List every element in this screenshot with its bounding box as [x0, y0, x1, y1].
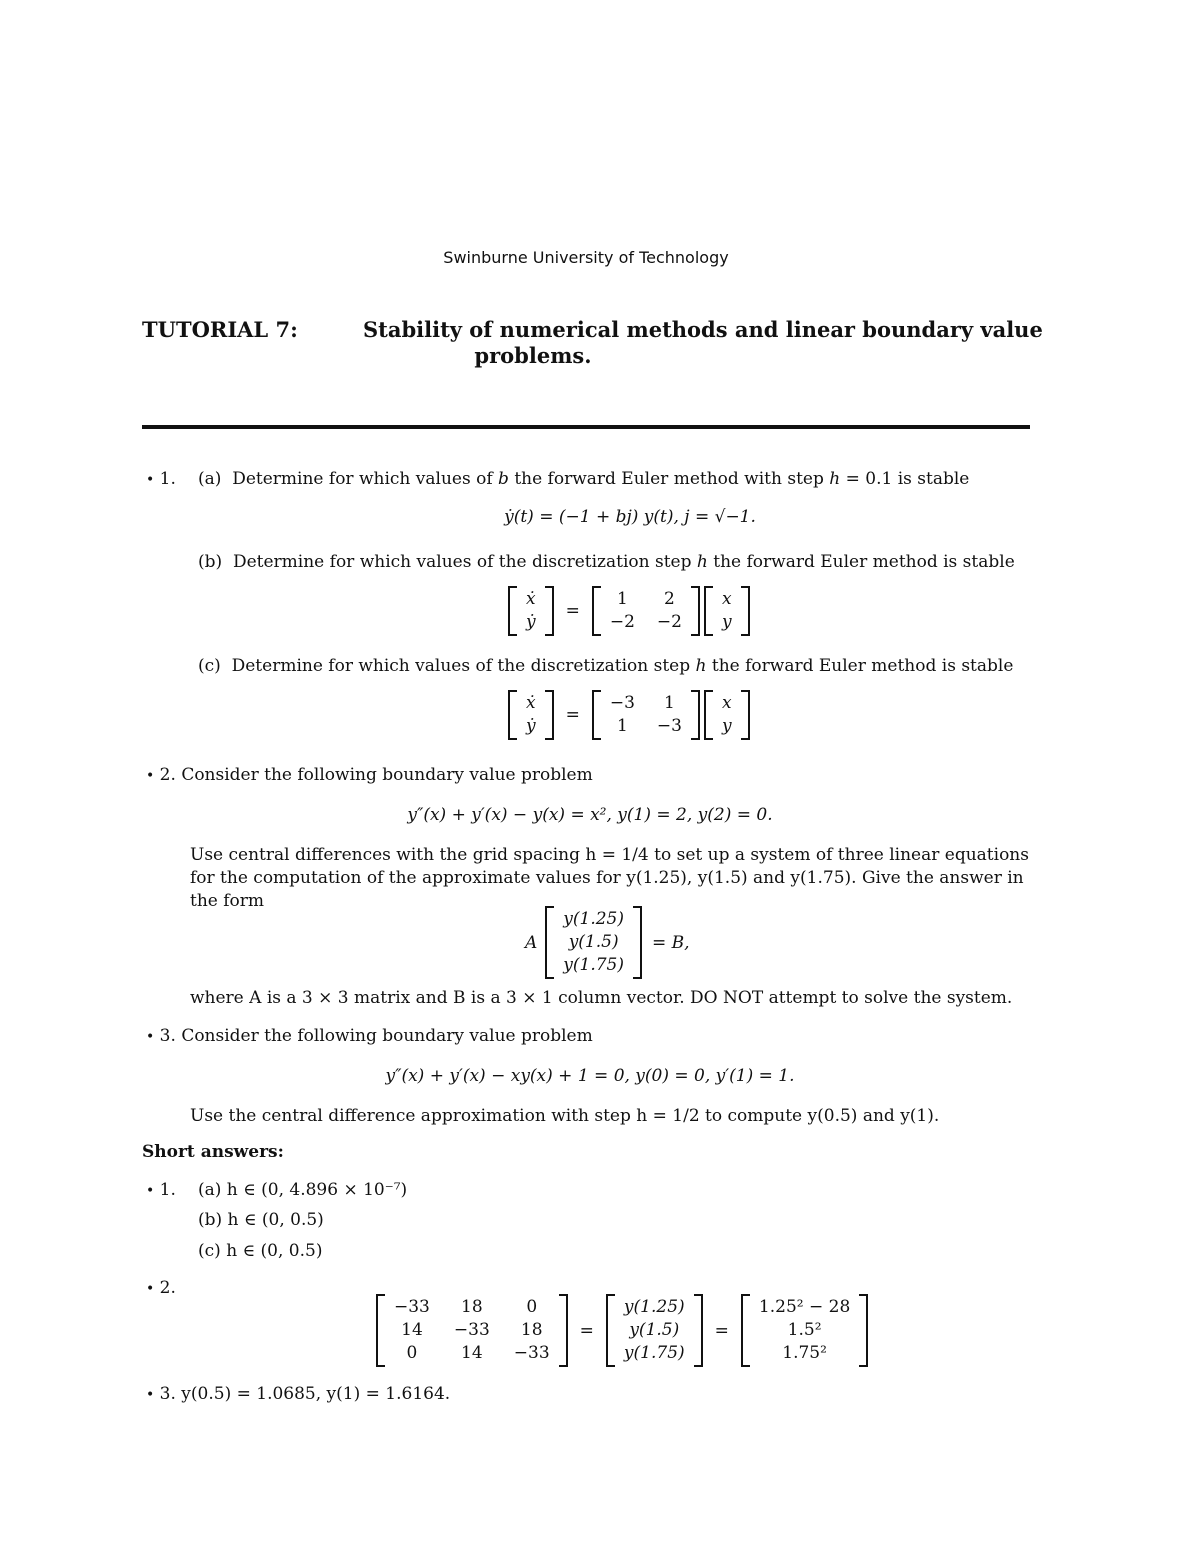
question-2-line2: for the computation of the approximate values for y(1.25), y(1.5) and y(1.75). Give the answer in — [190, 868, 1024, 888]
question-3-task: Use the central difference approximation with step h = 1/2 to compute y(0.5) and y(1). — [190, 1106, 940, 1126]
coefficient-matrix: −3 1 1 −3 — [592, 690, 700, 740]
answer-2-matrix-equation: −33 18 0 14 −33 18 0 14 −33 = y(1.25) y(1.5) y(1.75) = 1.25² − 28 1.5² 1.75² — [376, 1294, 868, 1367]
unknowns-vector: y(1.25) y(1.5) y(1.75) — [545, 906, 642, 979]
question-2-line3: the form — [190, 891, 265, 911]
answer-form-equation: A y(1.25) y(1.5) y(1.75) = B, — [525, 906, 690, 979]
question-2-line1: Use central differences with the grid spacing h = 1/4 to set up a system of three linear equations — [190, 845, 1029, 865]
coefficient-matrix: 1 2 −2 −2 — [592, 586, 700, 636]
rhs-vector: x y — [704, 586, 750, 636]
answer-coefficient-matrix: −33 18 0 14 −33 18 0 14 −33 — [376, 1294, 568, 1367]
tutorial-title-line1: Stability of numerical methods and linear boundary value — [363, 317, 1043, 342]
question-2: • 2. Consider the following boundary value problem — [146, 765, 593, 785]
question-1b: (b) Determine for which values of the discretization step h the forward Euler method is stable — [198, 552, 1015, 572]
institution-name: Swinburne University of Technology — [443, 248, 729, 267]
short-answers-heading: Short answers: — [142, 1142, 284, 1162]
tutorial-label: TUTORIAL 7: — [142, 317, 298, 342]
equation-1a: ẏ(t) = (−1 + bj) y(t), j = √−1. — [504, 507, 756, 527]
equation-2: y″(x) + y′(x) − y(x) = x², y(1) = 2, y(2) = 0. — [407, 805, 773, 825]
question-1a: (a) Determine for which values of b the forward Euler method with step h = 0.1 is stable — [198, 469, 970, 489]
matrix-equation-1c: ẋ ẏ = −3 1 1 −3 x y — [508, 690, 750, 740]
equation-3: y″(x) + y′(x) − xy(x) + 1 = 0, y(0) = 0, y′(1) = 1. — [385, 1066, 795, 1086]
tutorial-title-line2: problems. — [474, 343, 592, 368]
question-1: • 1. — [146, 469, 176, 489]
answer-1b: (b) h ∈ (0, 0.5) — [198, 1210, 324, 1230]
lhs-vector: ẋ ẏ — [508, 690, 554, 740]
answer-1c: (c) h ∈ (0, 0.5) — [198, 1241, 323, 1261]
lhs-vector: ẋ ẏ — [508, 586, 554, 636]
question-2-where: where A is a 3 × 3 matrix and B is a 3 × 1 column vector. DO NOT attempt to solve the system. — [190, 988, 1013, 1008]
answer-1: • 1. — [146, 1180, 176, 1200]
answer-unknowns-vector: y(1.25) y(1.5) y(1.75) — [606, 1294, 703, 1367]
question-3: • 3. Consider the following boundary value problem — [146, 1026, 593, 1046]
rhs-vector: x y — [704, 690, 750, 740]
answer-2: • 2. — [146, 1278, 176, 1298]
matrix-equation-1b: ẋ ẏ = 1 2 −2 −2 x y — [508, 586, 750, 636]
answer-1a: (a) h ∈ (0, 4.896 × 10⁻⁷) — [198, 1180, 408, 1200]
header-rule — [142, 425, 1030, 429]
answer-3: • 3. y(0.5) = 1.0685, y(1) = 1.6164. — [146, 1384, 451, 1404]
question-1c: (c) Determine for which values of the discretization step h the forward Euler method is stable — [198, 656, 1014, 676]
answer-rhs-vector: 1.25² − 28 1.5² 1.75² — [741, 1294, 868, 1367]
